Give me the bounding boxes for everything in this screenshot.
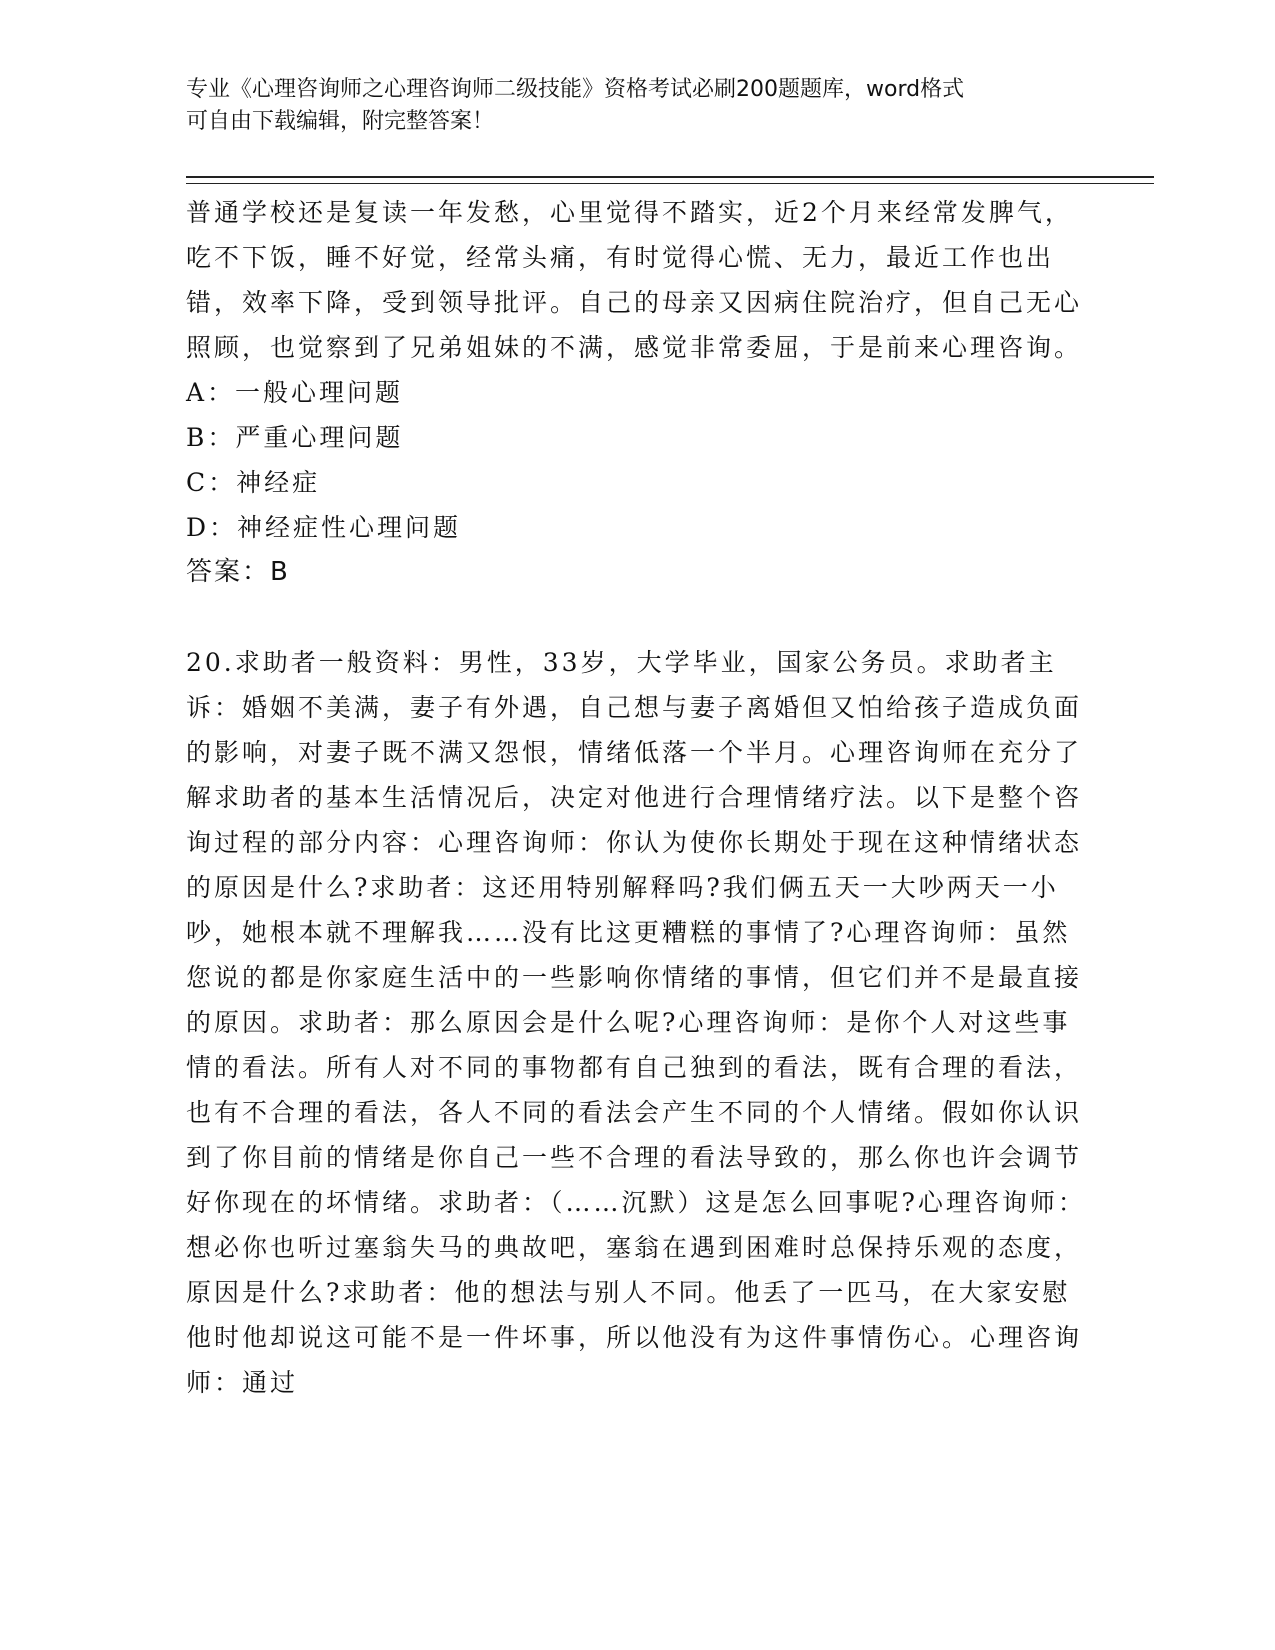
header-divider xyxy=(186,176,1154,184)
section-gap xyxy=(186,595,1086,640)
document-body xyxy=(186,190,1086,1405)
question-19-continuation: 普通学校还是复读一年发愁，心里觉得不踏实，近2个月来经常发脾气，吃不下饭，睡不好觉，经常头痛，有时觉得心慌、无力，最近工作也出错，效率下降，受到领导批评。自己的母亲又因病住院治疗，但自己无心照顾，也觉察到了兄弟姐妹的不满，感觉非常委屈，于是前来心理咨询。 xyxy=(186,198,1083,362)
option-d: D：神经症性心理问题 xyxy=(186,513,462,542)
header-line-2: 可自由下载编辑，附完整答案！ xyxy=(186,109,495,134)
question-20-text: 20.求助者一般资料：男性，33岁，大学毕业，国家公务员。求助者主诉：婚姻不美满，妻子有外遇，自己想与妻子离婚但又怕给孩子造成负面的影响，对妻子既不满又怨恨，情绪低落一个半月。心理咨询师在充分了解求助者的基本生活情况后，决定对他进行合理情绪疗法。以下是整个咨询过程的部分内容：心理咨询师：你认为使你长期处于现在这种情绪状态的原因是什么?求助者：这还用特别解释吗?我们俩五天一大吵两天一小吵，她根本就不理解我……没有比这更糟糕的事情了?心理咨询师：虽然您说的都是你家庭生活中的一些影响你情绪的事情，但它们并不是最直接的原因。求助者：那么原因会是什么呢?心理咨询师：是你个人对这些事情的看法。所有人对不同的事物都有自己独到的看法，既有合理的看法，也有不合理的看法，各人不同的看法会产生不同的个人情绪。假如你认识到了你目前的情绪是你自己一些不合理的看法导致的，那么你也许会调节好你现在的坏情绪。求助者：（……沉默）这是怎么回事呢?心理咨询师：想必你也听过塞翁失马的典故吧，塞翁在遇到困难时总保持乐观的态度，原因是什么?求助者：他的想法与别人不同。他丢了一匹马，在大家安慰他时他却说这可能不是一件坏事，所以他没有为这件事情伤心。心理咨询师：通过 xyxy=(186,648,1086,1397)
header-line-1: 专业《心理咨询师之心理咨询师二级技能》资格考试必刷200题题库，word格式 xyxy=(186,77,965,102)
option-b: B：严重心理问题 xyxy=(186,423,404,452)
option-a: A：一般心理问题 xyxy=(186,378,404,407)
answer-line: 答案：B xyxy=(186,557,290,587)
document-header xyxy=(186,74,1086,138)
option-c: C：神经症 xyxy=(186,468,321,497)
